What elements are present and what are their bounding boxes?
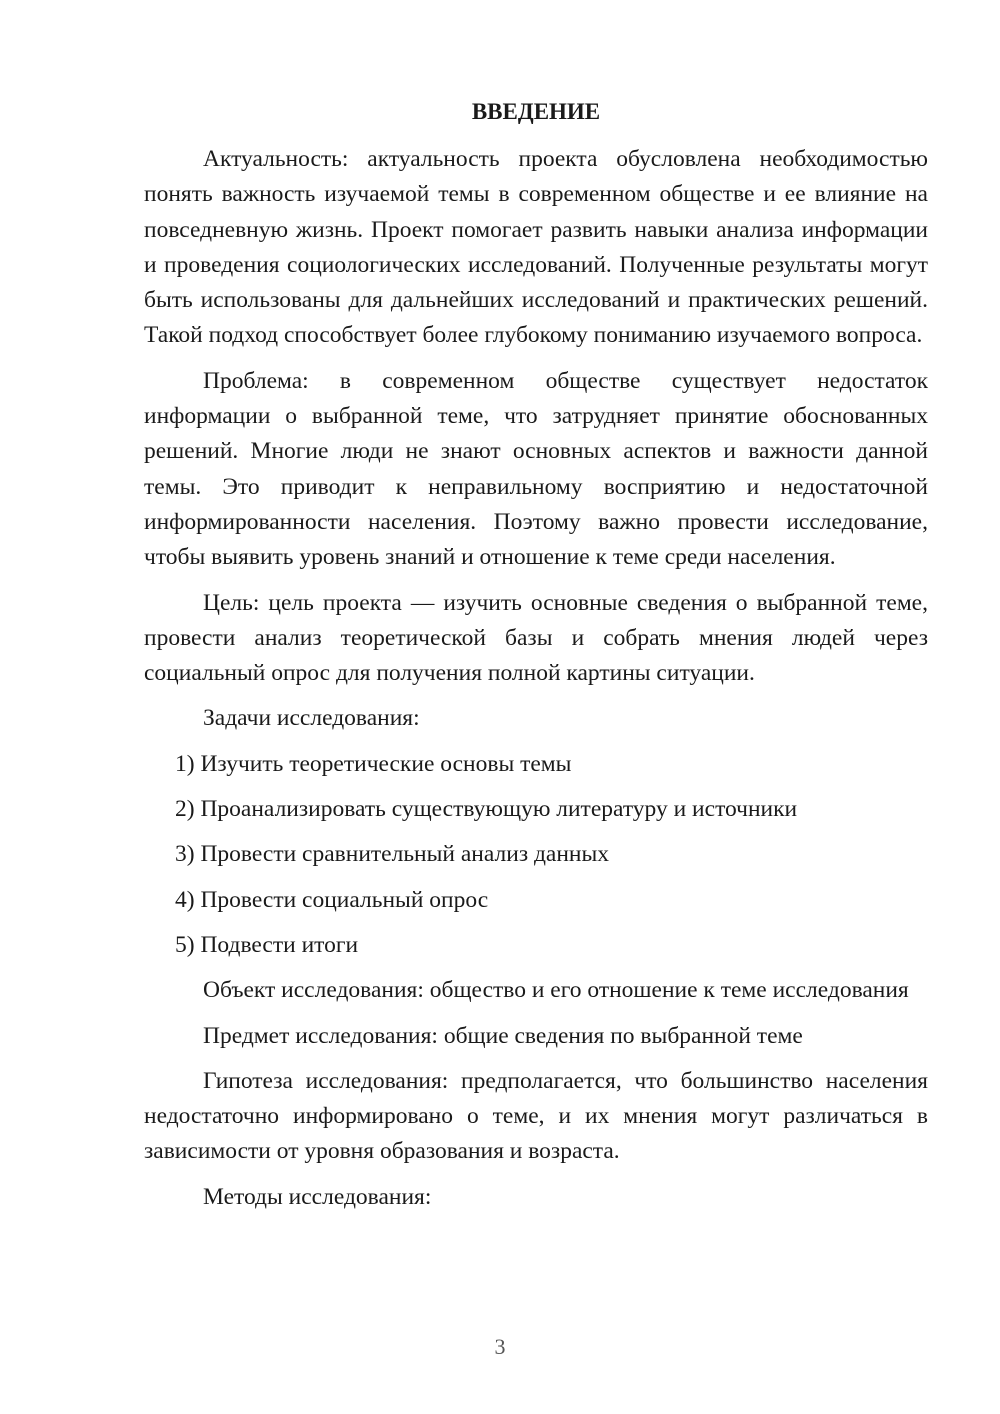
paragraph-relevance: Актуальность: актуальность проекта обусловлена необходимостью понять важность изучаемой темы в современном обществе и ее влияние на повседневную жизнь. Проект помогает развить навыки анализа информации и проведения социологических исследований. Полученные результаты могут быть использованы для дальнейших исследований и практических решений. Такой подход способствует более глубокому пониманию изучаемого вопроса.	[144, 146, 928, 349]
tasks-list	[144, 747, 928, 963]
page-number: 3	[494, 1334, 506, 1359]
list-item: 1) Изучить теоретические основы темы	[175, 750, 572, 777]
tasks-heading: Задачи исследования:	[203, 705, 420, 732]
methods-heading: Методы исследования:	[203, 1183, 432, 1210]
list-item: 5) Подвести итоги	[175, 931, 359, 958]
list-item: 3) Провести сравнительный анализ данных	[175, 841, 610, 868]
section-title: ВВЕДЕНИЕ	[471, 99, 601, 124]
page-content	[144, 92, 928, 1215]
paragraph-subject: Предмет исследования: общие сведения по выбранной теме	[203, 1022, 803, 1049]
list-item: 2) Проанализировать существующую литературу и источники	[175, 796, 798, 823]
paragraph-object: Объект исследования: общество и его отношение к теме исследования	[203, 977, 909, 1004]
paragraph-hypothesis: Гипотеза исследования: предполагается, что большинство населения недостаточно информировано о теме, и их мнения могут различаться в зависимости от уровня образования и возраста.	[144, 1067, 928, 1165]
list-item: 4) Провести социальный опрос	[175, 886, 489, 913]
paragraph-goal: Цель: цель проекта — изучить основные сведения о выбранной теме, провести анализ теоретической базы и собрать мнения людей через социальный опрос для получения полной картины ситуации.	[144, 589, 928, 687]
paragraph-problem: Проблема: в современном обществе существует недостаток информации о выбранной теме, что затрудняет принятие обоснованных решений. Многие люди не знают основных аспектов и важности данной темы. Это приводит к неправильному восприятию и недостаточной информированности населения. Поэтому важно провести исследование, чтобы выявить уровень знаний и отношение к теме среди населения.	[144, 367, 928, 571]
